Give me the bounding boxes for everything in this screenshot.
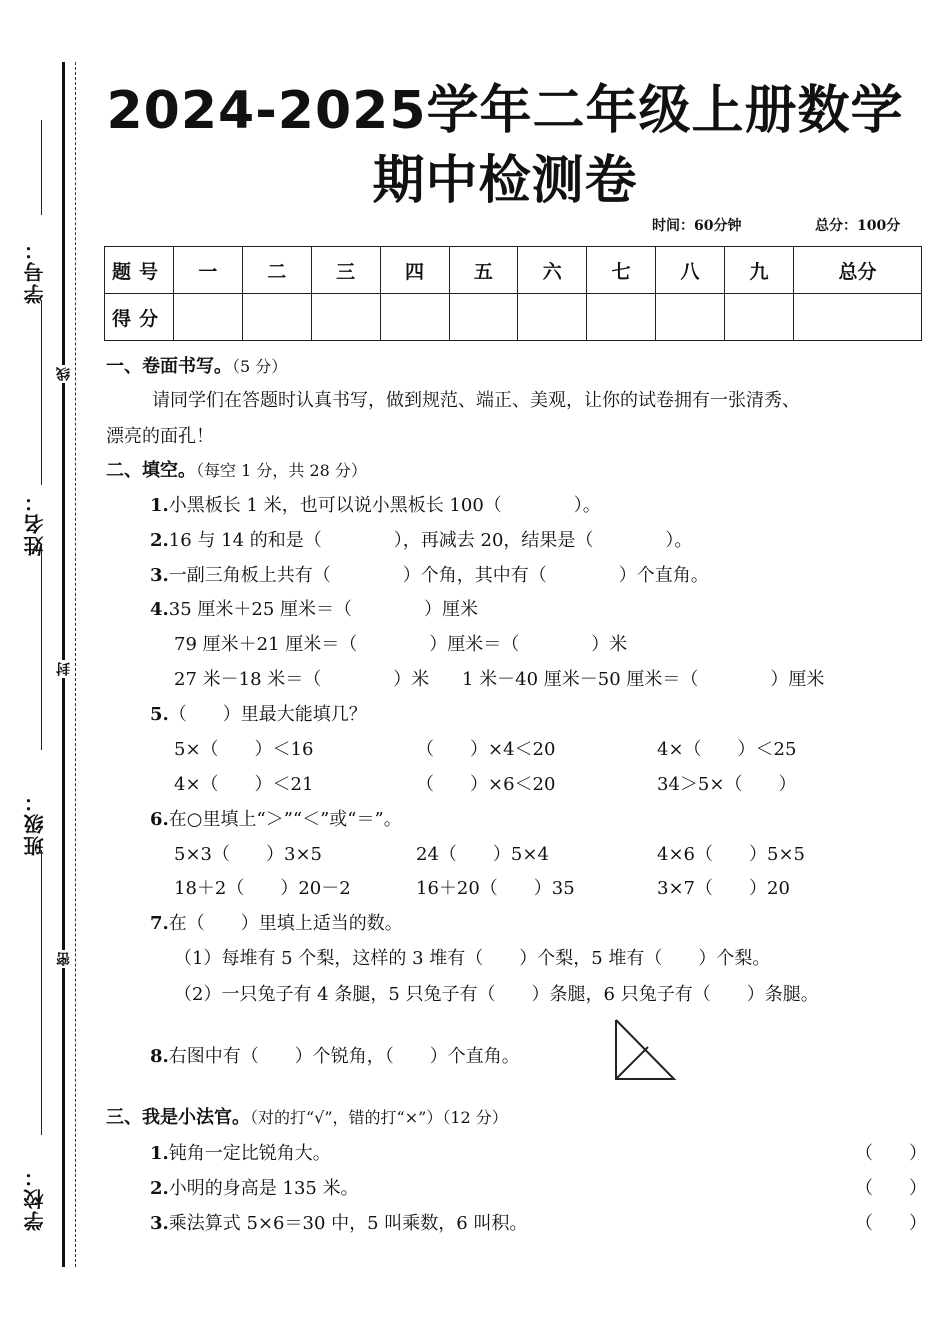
binding-line — [41, 300, 42, 485]
col-header: 二 — [242, 247, 311, 294]
score-cell-total[interactable] — [794, 294, 922, 341]
seal-xian: 线 — [56, 367, 72, 381]
binding-margin — [0, 0, 100, 1344]
q6-item: 16＋20（ ）35 — [416, 878, 575, 899]
section1-title: 一、卷面书写。 — [106, 356, 232, 377]
student-id-label: 学号： — [23, 238, 47, 304]
exam-total: 总分：100分 — [815, 218, 901, 234]
section1-heading — [106, 352, 287, 378]
question-text: 小黑板长 1 米，也可以说小黑板长 100（ ）。 — [168, 495, 601, 516]
question-number: 5. — [150, 704, 169, 725]
question-7 — [150, 909, 403, 935]
question-4-line2: 79 厘米＋21 厘米＝（ ）厘米＝（ ）米 — [174, 634, 628, 655]
col-header-total: 总分 — [794, 247, 922, 294]
judge-item-3 — [150, 1209, 527, 1235]
question-4-line3b: 1 米－40 厘米－50 厘米＝（ ）厘米 — [462, 669, 825, 690]
col-header: 一 — [174, 247, 243, 294]
q5-item: （ ）×4＜20 — [416, 739, 556, 760]
question-number: 1. — [150, 1143, 169, 1164]
section3-points: （对的打“√”，错的打“×”）（12 分） — [250, 1108, 508, 1127]
binding-dashed-line — [75, 62, 76, 1267]
score-cell[interactable] — [380, 294, 449, 341]
question-number: 4. — [150, 599, 169, 620]
section2-points: （每空 1 分，共 28 分） — [196, 461, 367, 480]
q7-sub1: （1）每堆有 5 个梨，这样的 3 堆有（ ）个梨，5 堆有（ ）个梨。 — [174, 948, 771, 969]
section1-points: （5 分） — [232, 357, 288, 376]
row-label-score: 得分 — [105, 294, 174, 341]
answer-box[interactable]: （ ） — [855, 1143, 927, 1164]
question-2 — [150, 526, 692, 552]
question-text: 35 厘米＋25 厘米＝（ ）厘米 — [168, 599, 479, 620]
binding-line — [41, 120, 42, 215]
question-text: 右图中有（ ）个锐角，（ ）个直角。 — [168, 1046, 520, 1067]
question-5 — [150, 700, 367, 726]
question-number: 2. — [150, 1178, 169, 1199]
q7-sub2: （2）一只兔子有 4 条腿，5 只兔子有（ ）条腿，6 只兔子有（ ）条腿。 — [174, 984, 819, 1005]
col-header: 四 — [380, 247, 449, 294]
score-cell[interactable] — [518, 294, 587, 341]
judge-item-2 — [150, 1174, 359, 1200]
binding-line — [41, 545, 42, 750]
section1-text: 请同学们在答题时认真书写，做到规范、端正、美观，让你的试卷拥有一张清秀、 — [152, 390, 800, 411]
row-label-question: 题号 — [105, 247, 174, 294]
score-cell[interactable] — [242, 294, 311, 341]
question-number: 2. — [150, 530, 169, 551]
judge-item-1 — [150, 1139, 331, 1165]
page-title: 2024-2025学年二年级上册数学 — [106, 81, 904, 141]
score-cell[interactable] — [174, 294, 243, 341]
seal-mi: 密 — [56, 952, 72, 966]
section3-heading — [106, 1103, 508, 1129]
question-text: 钝角一定比锐角大。 — [168, 1143, 331, 1164]
triangle-inner-line — [616, 1047, 648, 1079]
q5-item: （ ）×6＜20 — [416, 774, 556, 795]
score-cell[interactable] — [311, 294, 380, 341]
col-header: 八 — [656, 247, 725, 294]
question-text: 16 与 14 的和是（ ），再减去 20，结果是（ ）。 — [168, 530, 693, 551]
q5-item: 4×（ ）＜25 — [657, 739, 797, 760]
question-text: （ ）里最大能填几？ — [168, 704, 367, 725]
question-number: 8. — [150, 1046, 169, 1067]
triangle-figure — [610, 1017, 680, 1083]
question-4 — [150, 595, 478, 621]
exam-time: 时间：60分钟 — [652, 218, 742, 234]
q6-item: 4×6（ ）5×5 — [657, 844, 805, 865]
section2-heading — [106, 456, 367, 482]
seal-feng: 封 — [56, 662, 72, 676]
col-header: 六 — [518, 247, 587, 294]
col-header: 五 — [449, 247, 518, 294]
question-text: 在（ ）里填上适当的数。 — [168, 913, 403, 934]
question-6 — [150, 805, 402, 831]
question-number: 6. — [150, 809, 169, 830]
question-text: 乘法算式 5×6＝30 中，5 叫乘数，6 叫积。 — [168, 1213, 528, 1234]
q6-item: 5×3（ ）3×5 — [174, 844, 322, 865]
section3-title: 三、我是小法官。 — [106, 1107, 250, 1128]
q5-item: 4×（ ）＜21 — [174, 774, 314, 795]
q6-item: 18＋2（ ）20－2 — [174, 878, 351, 899]
score-table-header-row — [105, 247, 922, 294]
school-label: 学校： — [23, 1165, 47, 1231]
question-number: 7. — [150, 913, 169, 934]
question-4-line3a: 27 米－18 米＝（ ）米 — [174, 669, 430, 690]
binding-line — [41, 850, 42, 1135]
question-1 — [150, 491, 601, 517]
question-number: 1. — [150, 495, 169, 516]
col-header: 三 — [311, 247, 380, 294]
question-text: 一副三角板上共有（ ）个角，其中有（ ）个直角。 — [168, 565, 709, 586]
question-number: 3. — [150, 1213, 169, 1234]
question-number: 3. — [150, 565, 169, 586]
score-table — [104, 246, 922, 341]
q6-item: 24（ ）5×4 — [416, 844, 549, 865]
answer-box[interactable]: （ ） — [855, 1178, 927, 1199]
question-text: 在○里填上“＞”“＜”或“＝”。 — [168, 809, 402, 830]
question-8 — [150, 1042, 520, 1068]
answer-box[interactable]: （ ） — [855, 1213, 927, 1234]
score-cell[interactable] — [587, 294, 656, 341]
section2-title: 二、填空。 — [106, 460, 196, 481]
question-3 — [150, 561, 709, 587]
score-cell[interactable] — [725, 294, 794, 341]
q5-item: 34＞5×（ ） — [657, 774, 797, 795]
score-table-score-row — [105, 294, 922, 341]
score-cell[interactable] — [449, 294, 518, 341]
class-label: 班级： — [23, 790, 47, 856]
col-header: 七 — [587, 247, 656, 294]
question-text: 小明的身高是 135 米。 — [168, 1178, 359, 1199]
col-header: 九 — [725, 247, 794, 294]
page-subtitle: 期中检测卷 — [372, 151, 638, 211]
q5-item: 5×（ ）＜16 — [174, 739, 314, 760]
score-cell[interactable] — [656, 294, 725, 341]
q6-item: 3×7（ ）20 — [657, 878, 790, 899]
name-label: 姓名： — [23, 490, 47, 556]
section1-text: 漂亮的面孔！ — [106, 426, 214, 447]
